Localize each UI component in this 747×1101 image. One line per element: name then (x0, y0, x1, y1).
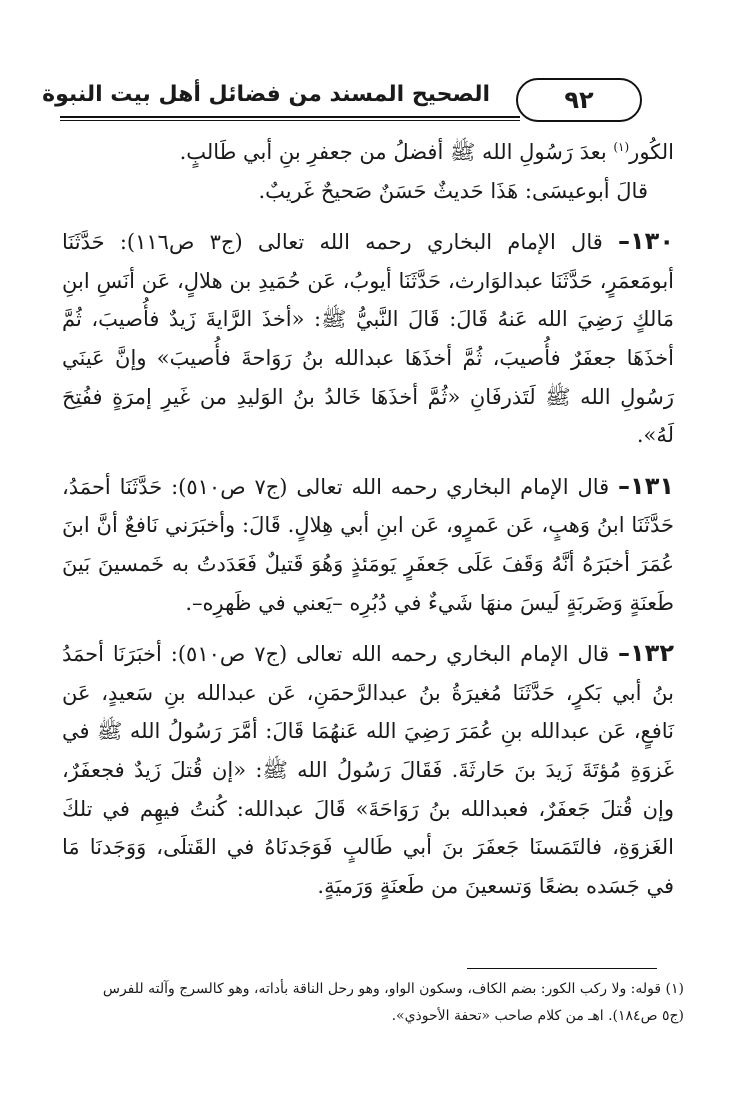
header-rule-thin (60, 120, 520, 121)
header-rule (60, 116, 520, 118)
hadith-131 (62, 467, 674, 622)
paragraph-0 (62, 128, 674, 172)
hadith-132 (62, 634, 674, 905)
paragraph-1: قالَ أبوعيسَى: هَذَا حَديثٌ حَسَنٌ صَحيحٌ غَريبٌ. (258, 178, 648, 203)
footnote-line-1: (١) قوله: ولا ركب الكور: بضم الكاف، وسكون الواو، وهو رحل الناقة بأداته، وهو كالسرج وآلته للفرس (102, 981, 684, 997)
footnote-separator (467, 968, 657, 969)
hadith-text: قال الإمام البخاري رحمه الله تعالى (ج٧ ص٥١٠): حَدَّثَنَا أحمَدُ، حَدَّثَنَا ابنُ وَهبٍ، عَن عَمرٍو، عَن ابنِ أبي هِلالٍ. قَالَ: وأخبَرَني نَافعٌ أنَّ ابنَ عُمَرَ أخبَرَهُ أنَّهُ وَقَفَ عَلَى جَعفَرٍ يَومَئذٍ وَهُوَ قَتيلٌ فَعَدَدتُ به خَمسينَ بَينَ طَعنَةٍ وَضَربَةٍ لَيسَ منهَا شَيءٌ في دُبُرِه –يَعني في ظَهرِه–. (62, 474, 674, 615)
page-header (42, 72, 660, 128)
hadith-text: قال الإمام البخاري رحمه الله تعالى (ج٣ ص١١٦): حَدَّثَنَا أبومَعمَرٍ، حَدَّثَنَا عبدالوَارث، حَدَّثَنَا أيوبُ، عَن حُمَيدِ بن هلالٍ، عَن أنَسِ ابنِ مَالكٍ رَضِيَ الله عَنهُ قَالَ: قَالَ النَّبيُّ ﷺ: «أخذَ الرَّايةَ زَيدٌ فأُصيبَ، ثُمَّ أخذَهَا جعفَرٌ فأُصيبَ، ثُمَّ أخذَهَا عبدالله بنُ رَوَاحةَ فأُصيبَ» وإنَّ عَينَي رَسُولِ الله ﷺ لَتَذرفَانِ «ثُمَّ أخذَهَا خَالدُ بنُ الوَليدِ من غَيرِ إمرَةٍ ففُتِحَ لَهُ». (62, 230, 674, 448)
running-title: الصحيح المسند من فضائل أهل بيت النبوة (42, 82, 490, 107)
body-text (62, 128, 674, 905)
footnote-line-2: (ج٥ ص١٨٤). اهـ من كلام صاحب «تحفة الأحوذي». (391, 1008, 684, 1024)
paragraph-0-rest: بعدَ رَسُولِ الله ﷺ أفضلُ من جعفرِ بنِ أبي طَالبٍ. (179, 140, 614, 164)
page-number: ٩٢ (516, 78, 642, 122)
footnotes (70, 976, 684, 1030)
hadith-number: ١٣٢– (618, 639, 674, 668)
hadith-number: ١٣٠– (618, 227, 674, 256)
hadith-number: ١٣١– (618, 471, 674, 500)
paragraph-0-start: الكُور (629, 140, 674, 164)
footnote-marker: (١) (613, 140, 630, 154)
hadith-text: قال الإمام البخاري رحمه الله تعالى (ج٧ ص٥١٠): أخبَرَنَا أحمَدُ بنُ أبي بَكرٍ، حَدَّثَنَا مُغيرَةُ بنُ عبدالرَّحمَنِ، عَن عبدالله بنِ سَعيدٍ، عَن نَافعٍ، عَن عبدالله بنِ عُمَرَ رَضِيَ الله عَنهُمَا قَالَ: أمَّرَ رَسُولُ الله ﷺ في غَزوَةِ مُؤتَةَ زَيدَ بنَ حَارثَةَ. فَقَالَ رَسُولُ الله ﷺ: «إن قُتلَ زَيدٌ فجعفَرٌ، وإن قُتلَ جَعفَرٌ، فعبدالله بنُ رَوَاحَةَ» قَالَ عبدالله: كُنتُ فيهِم في تلكَ الغَزوَةِ، فالتَمَسنَا جَعفَرَ بنَ أبي طَالبٍ فَوَجَدنَاهُ في القَتلَى، وَوَجَدنَا مَا في جَسَده بضعًا وَتسعينَ من طَعنَةٍ وَرَميَةٍ. (62, 642, 674, 898)
hadith-130 (62, 222, 674, 455)
